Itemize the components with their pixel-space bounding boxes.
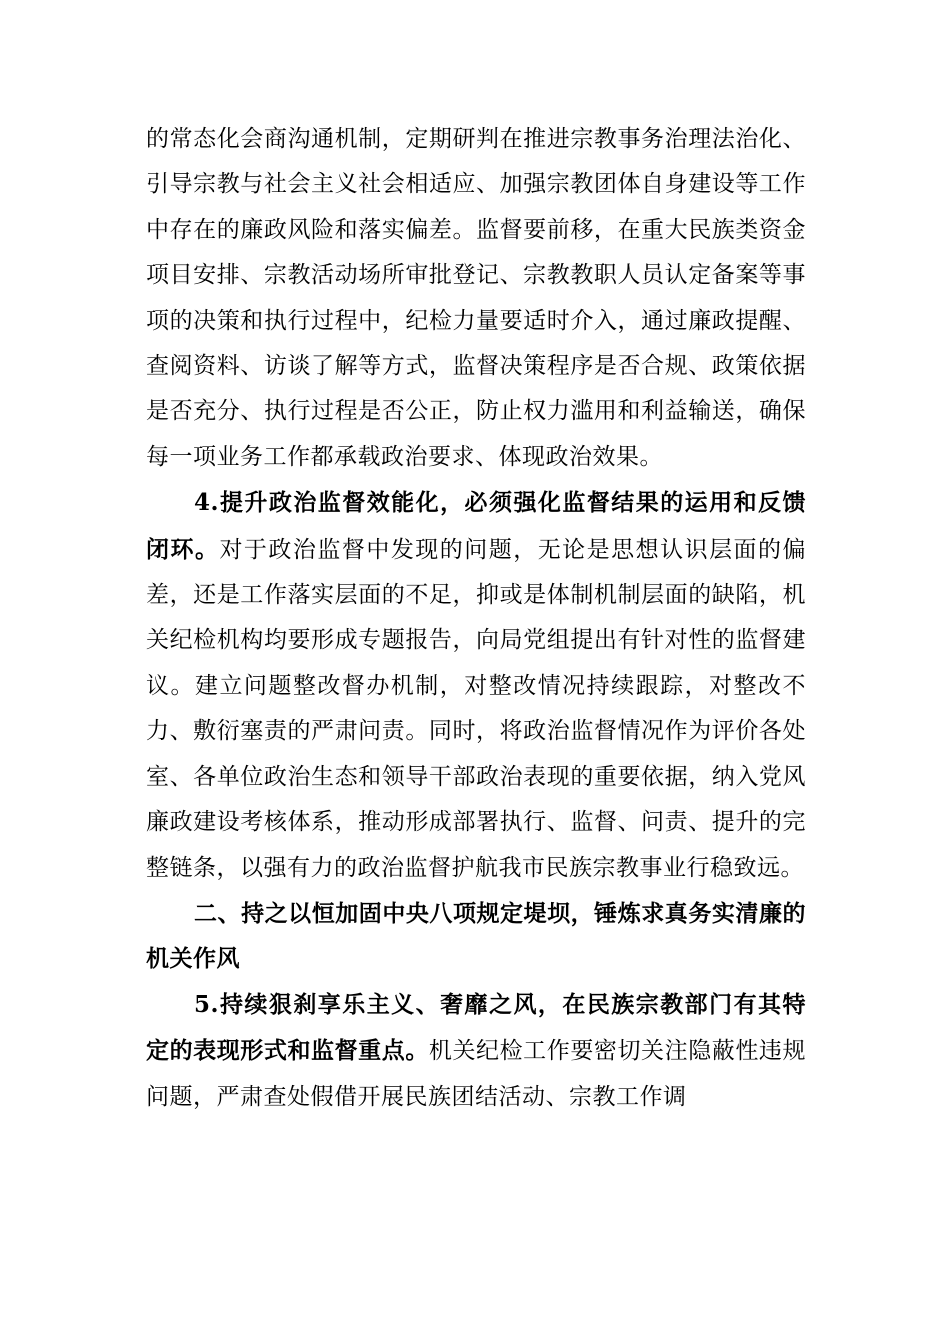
paragraph-3 — [146, 982, 806, 1120]
section-2-heading: 二、持之以恒加固中央八项规定堤坝，锤炼求真务实清廉的机关作风 — [146, 899, 806, 973]
document-page — [146, 117, 806, 1120]
paragraph-2 — [146, 480, 806, 891]
paragraph-1 — [146, 117, 806, 480]
paragraph-2-heading: 4.提升政治监督效能化，必须强化监督结果的运用和反馈闭环。 — [146, 489, 806, 563]
paragraph-2-text: 对于政治监督中发现的问题，无论是思想认识层面的偏差，还是工作落实层面的不足，抑或是体制机制层面的缺陷，机关纪检机构均要形成专题报告，向局党组提出有针对性的监督建议。建立问题整改督办机制，对整改情况持续跟踪，对整改不力、敷衍塞责的严肃问责。同时，将政治监督情况作为评价各处室、各单位政治生态和领导干部政治表现的重要依据，纳入党风廉政建设考核体系，推动形成部署执行、监督、问责、提升的完整链条，以强有力的政治监督护航我市民族宗教事业行稳致远。 — [146, 536, 807, 881]
paragraph-1-text: 的常态化会商沟通机制，定期研判在推进宗教事务治理法治化、引导宗教与社会主义社会相适应、加强宗教团体自身建设等工作中存在的廉政风险和落实偏差。监督要前移，在重大民族类资金项目安排、宗教活动场所审批登记、宗教教职人员认定备案等事项的决策和执行过程中，纪检力量要适时介入，通过廉政提醒、查阅资料、访谈了解等方式，监督决策程序是否合规、政策依据是否充分、执行过程是否公正，防止权力滥用和利益输送，确保每一项业务工作都承载政治要求、体现政治效果。 — [146, 126, 806, 470]
paragraph-3-text: 机关纪检工作要密切关注隐蔽性违规问题，严肃查处假借开展民族团结活动、宗教工作调 — [146, 1038, 807, 1110]
paragraph-3-heading: 5.持续狠刹享乐主义、奢靡之风，在民族宗教部门有其特定的表现形式和监督重点。 — [146, 990, 806, 1065]
